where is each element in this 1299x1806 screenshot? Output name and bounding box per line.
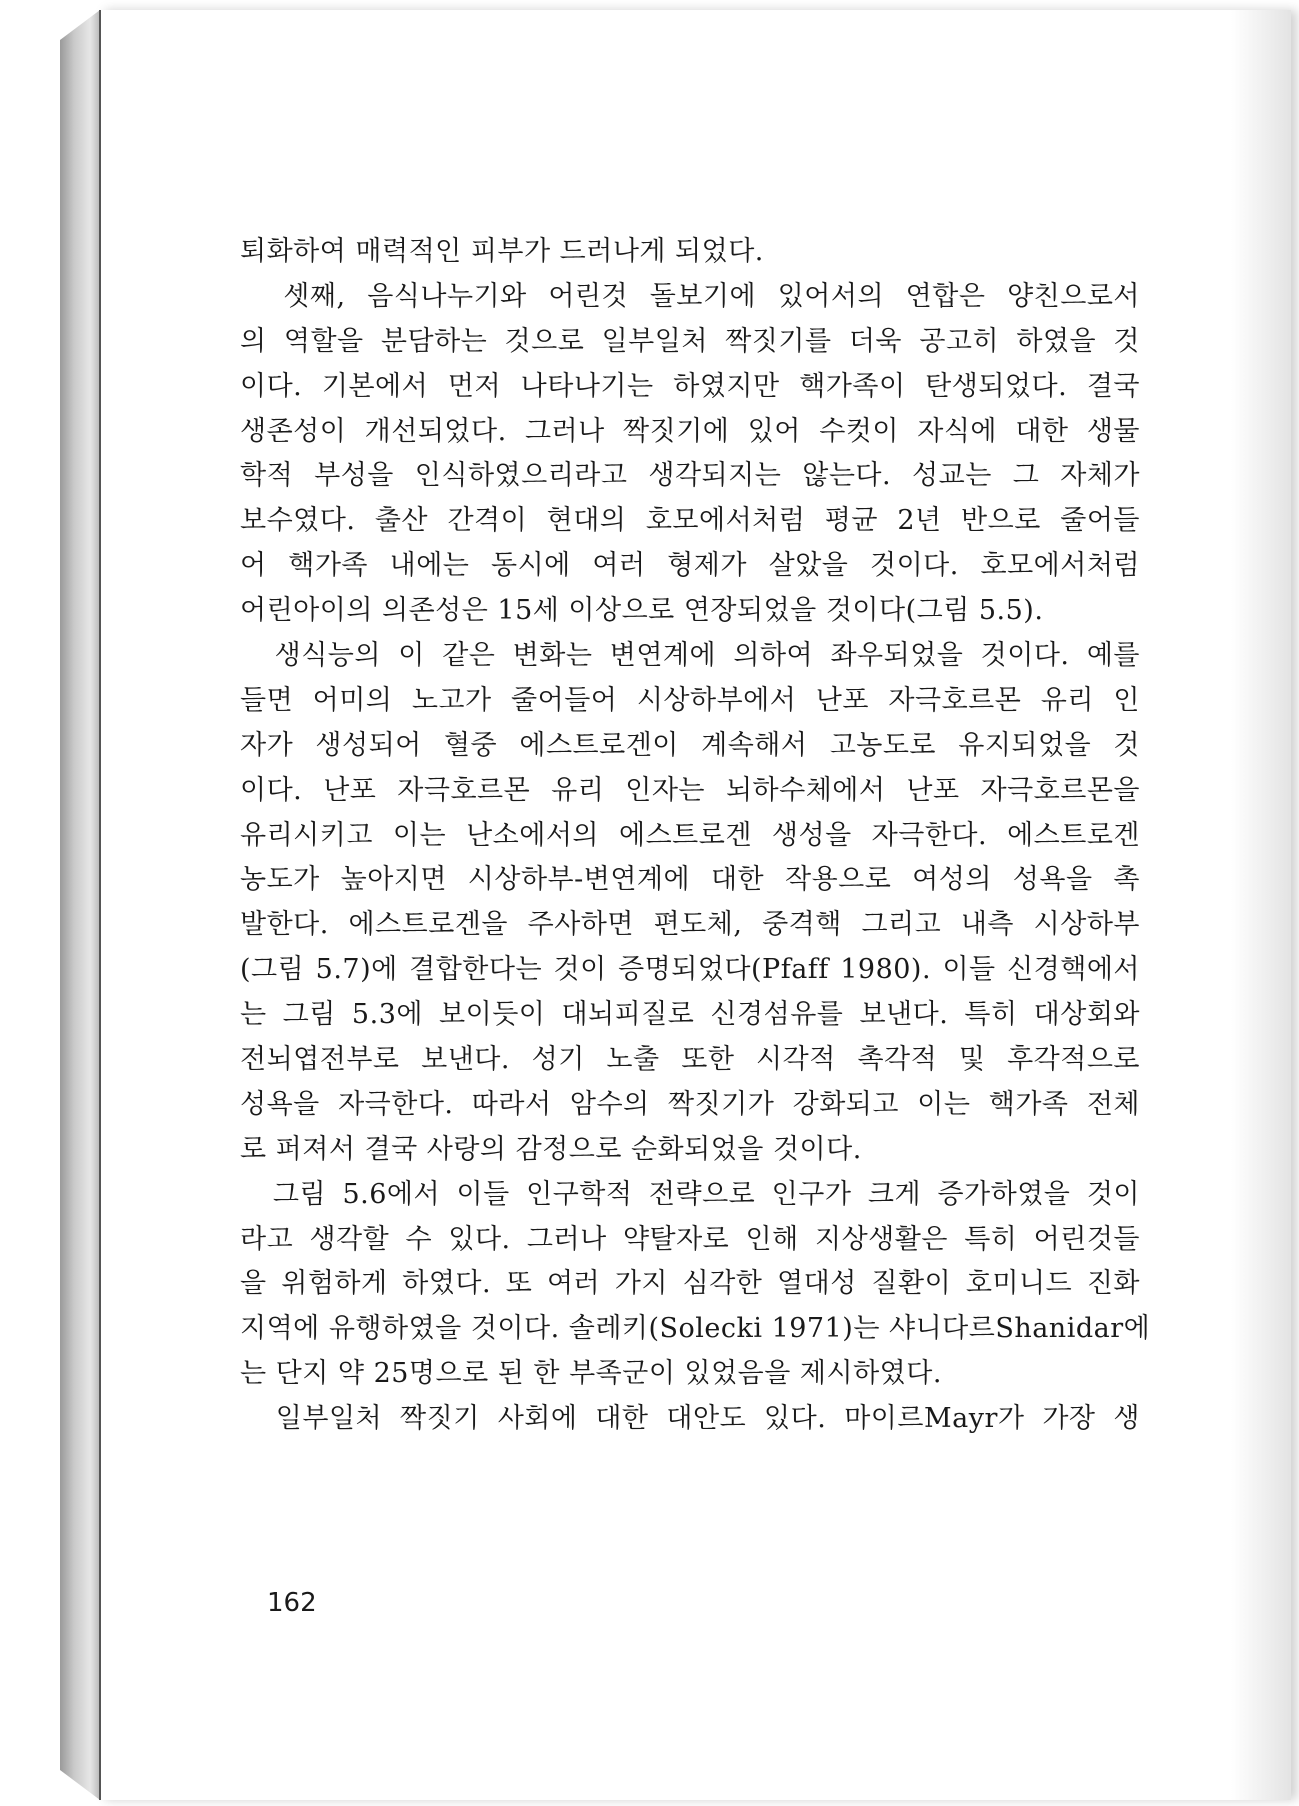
book-page bbox=[99, 10, 1291, 1800]
text-line: 생존성이 개선되었다. 그러나 짝짓기에 있어 수컷이 자식에 대한 생물 bbox=[240, 415, 1140, 447]
text-line: 유리시키고 이는 난소에서의 에스트로겐 생성을 자극한다. 에스트로겐 bbox=[240, 819, 1140, 851]
text-line: 셋째, 음식나누기와 어린것 돌보기에 있어서의 연합은 양친으로서 bbox=[240, 280, 1140, 312]
text-line: 일부일처 짝짓기 사회에 대한 대안도 있다. 마이르Mayr가 가장 생 bbox=[240, 1403, 1140, 1435]
text-line: 농도가 높아지면 시상하부-변연계에 대한 작용으로 여성의 성욕을 촉 bbox=[240, 864, 1140, 896]
text-line: 퇴화하여 매력적인 피부가 드러나게 되었다. bbox=[240, 236, 764, 267]
text-line: 어린아이의 의존성은 15세 이상으로 연장되었을 것이다(그림 5.5). bbox=[240, 595, 1044, 627]
text-line: 이다. 기본에서 먼저 나타나기는 하였지만 핵가족이 탄생되었다. 결국 bbox=[240, 370, 1140, 402]
text-line: 그림 5.6에서 이들 인구학적 전략으로 인구가 크게 증가하였을 것이 bbox=[240, 1178, 1140, 1210]
page-number: 162 bbox=[267, 1588, 317, 1618]
text-line: 는 단지 약 25명으로 된 한 부족군이 있었음을 제시하였다. bbox=[240, 1358, 942, 1390]
text-line: 들면 어미의 노고가 줄어들어 시상하부에서 난포 자극호르몬 유리 인 bbox=[240, 684, 1140, 716]
text-line: 자가 생성되어 혈중 에스트로겐이 계속해서 고농도로 유지되었을 것 bbox=[240, 729, 1140, 761]
text-line: 보수였다. 출산 간격이 현대의 호모에서처럼 평균 2년 반으로 줄어들 bbox=[240, 505, 1140, 537]
text-line: 학적 부성을 인식하였으리라고 생각되지는 않는다. 성교는 그 자체가 bbox=[240, 460, 1140, 492]
body-text bbox=[240, 230, 1151, 1442]
text-line: 로 퍼져서 결국 사랑의 감정으로 순화되었을 것이다. bbox=[240, 1133, 862, 1165]
page-edge-shade bbox=[1231, 10, 1291, 1800]
book-spine-edge bbox=[60, 10, 100, 1800]
text-line: 의 역할을 분담하는 것으로 일부일처 짝짓기를 더욱 공고히 하였을 것 bbox=[240, 325, 1140, 357]
text-line: 라고 생각할 수 있다. 그러나 약탈자로 인해 지상생활은 특히 어린것들 bbox=[240, 1223, 1140, 1255]
text-line: 지역에 유행하였을 것이다. 솔레키(Solecki 1971)는 샤니다르Shanidar에 bbox=[240, 1313, 1151, 1345]
text-line: 는 그림 5.3에 보이듯이 대뇌피질로 신경섬유를 보낸다. 특히 대상회와 bbox=[240, 999, 1140, 1031]
text-line: 성욕을 자극한다. 따라서 암수의 짝짓기가 강화되고 이는 핵가족 전체 bbox=[240, 1088, 1140, 1120]
text-line: 전뇌엽전부로 보낸다. 성기 노출 또한 시각적 촉각적 및 후각적으로 bbox=[240, 1044, 1140, 1076]
text-line: 어 핵가족 내에는 동시에 여러 형제가 살았을 것이다. 호모에서처럼 bbox=[240, 550, 1140, 582]
text-line: 발한다. 에스트로겐을 주사하면 편도체, 중격핵 그리고 내측 시상하부 bbox=[240, 909, 1140, 941]
text-line: 을 위험하게 하였다. 또 여러 가지 심각한 열대성 질환이 호미니드 진화 bbox=[240, 1268, 1140, 1300]
text-line: 이다. 난포 자극호르몬 유리 인자는 뇌하수체에서 난포 자극호르몬을 bbox=[240, 774, 1140, 806]
text-line: 생식능의 이 같은 변화는 변연계에 의하여 좌우되었을 것이다. 예를 bbox=[240, 640, 1140, 672]
text-line: (그림 5.7)에 결합한다는 것이 증명되었다(Pfaff 1980). 이들 신경핵에서 bbox=[240, 954, 1140, 986]
